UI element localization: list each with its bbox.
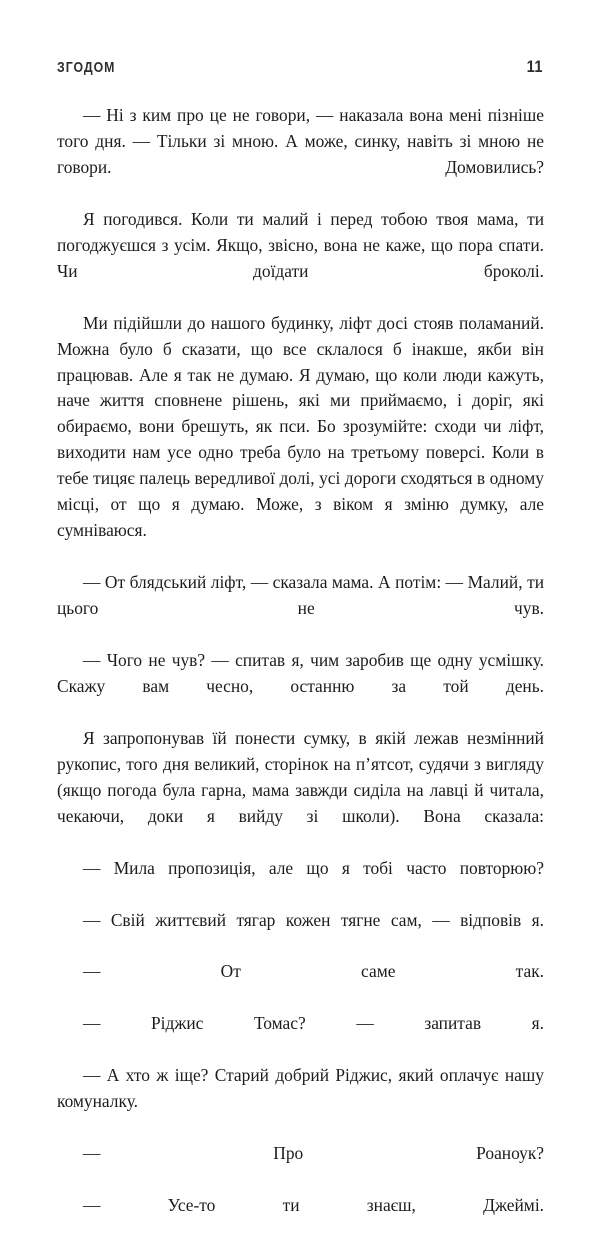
page-number: 11: [526, 57, 543, 76]
body-text-block: [57, 103, 544, 1245]
paragraph: Я погодився. Коли ти малий і перед тобою твоя мама, ти погоджуєшся з усім. Якщо, звісно, вона не каже, що пора спати. Чи доїдати броколі.: [57, 208, 544, 281]
paragraph: Ми підійшли до нашого будинку, ліфт досі стояв поламаний. Можна було б сказати, що все склалося б інакше, якби він працював. Але я так не думаю. Я думаю, що коли люди кажуть, наче життя сповнене рішень, які ми приймаємо, і доріг, які обираємо, вони брешуть, як пси. Бо зрозумійте: сходи чи ліфт, виходити нам усе одно треба було на третьому поверсі. Коли в тебе тицяє палець вередливої долі, усі дороги сходяться в одному місці, от що я думаю. Може, з віком я зміню думку, але сумніваюся.: [57, 312, 544, 541]
paragraph: — А хто ж іще? Старий добрий Ріджис, який оплачує нашу комуналку.: [57, 1065, 544, 1112]
running-head: [57, 57, 543, 77]
paragraph: — Усе-то ти знаєш, Джеймі.: [83, 1195, 544, 1216]
running-head-title: ЗГОДОМ: [57, 59, 116, 76]
paragraph: — Мила пропозиція, але що я тобі часто повторюю?: [83, 857, 544, 878]
paragraph: — От саме так.: [83, 961, 544, 982]
paragraph: — Про Роаноук?: [83, 1143, 544, 1164]
paragraph: — Ні з ким про це не говори, — наказала вона мені пізніше того дня. — Тільки зі мною. А може, синку, навіть зі мною не говори. Домовились?: [57, 105, 544, 177]
paragraph: — Свій життєвий тягар кожен тягне сам, — відповів я.: [83, 909, 544, 930]
paragraph: — От блядський ліфт, — сказала мама. А потім: — Малий, ти цього не чув.: [57, 572, 544, 619]
paragraph: Я запропонував їй понести сумку, в якій лежав незмінний рукопис, того дня великий, сторінок на п’ятсот, судячи з вигляду (якщо погода була гарна, мама завжди сиділа на лавці й читала, чекаючи, доки я вийду зі школи). Вона сказала:: [57, 727, 544, 826]
paragraph: — Чого не чув? — спитав я, чим заробив ще одну усмішку. Скажу вам чесно, останню за той день.: [57, 650, 544, 696]
paragraph: — Ріджис Томас? — запитав я.: [83, 1013, 544, 1034]
